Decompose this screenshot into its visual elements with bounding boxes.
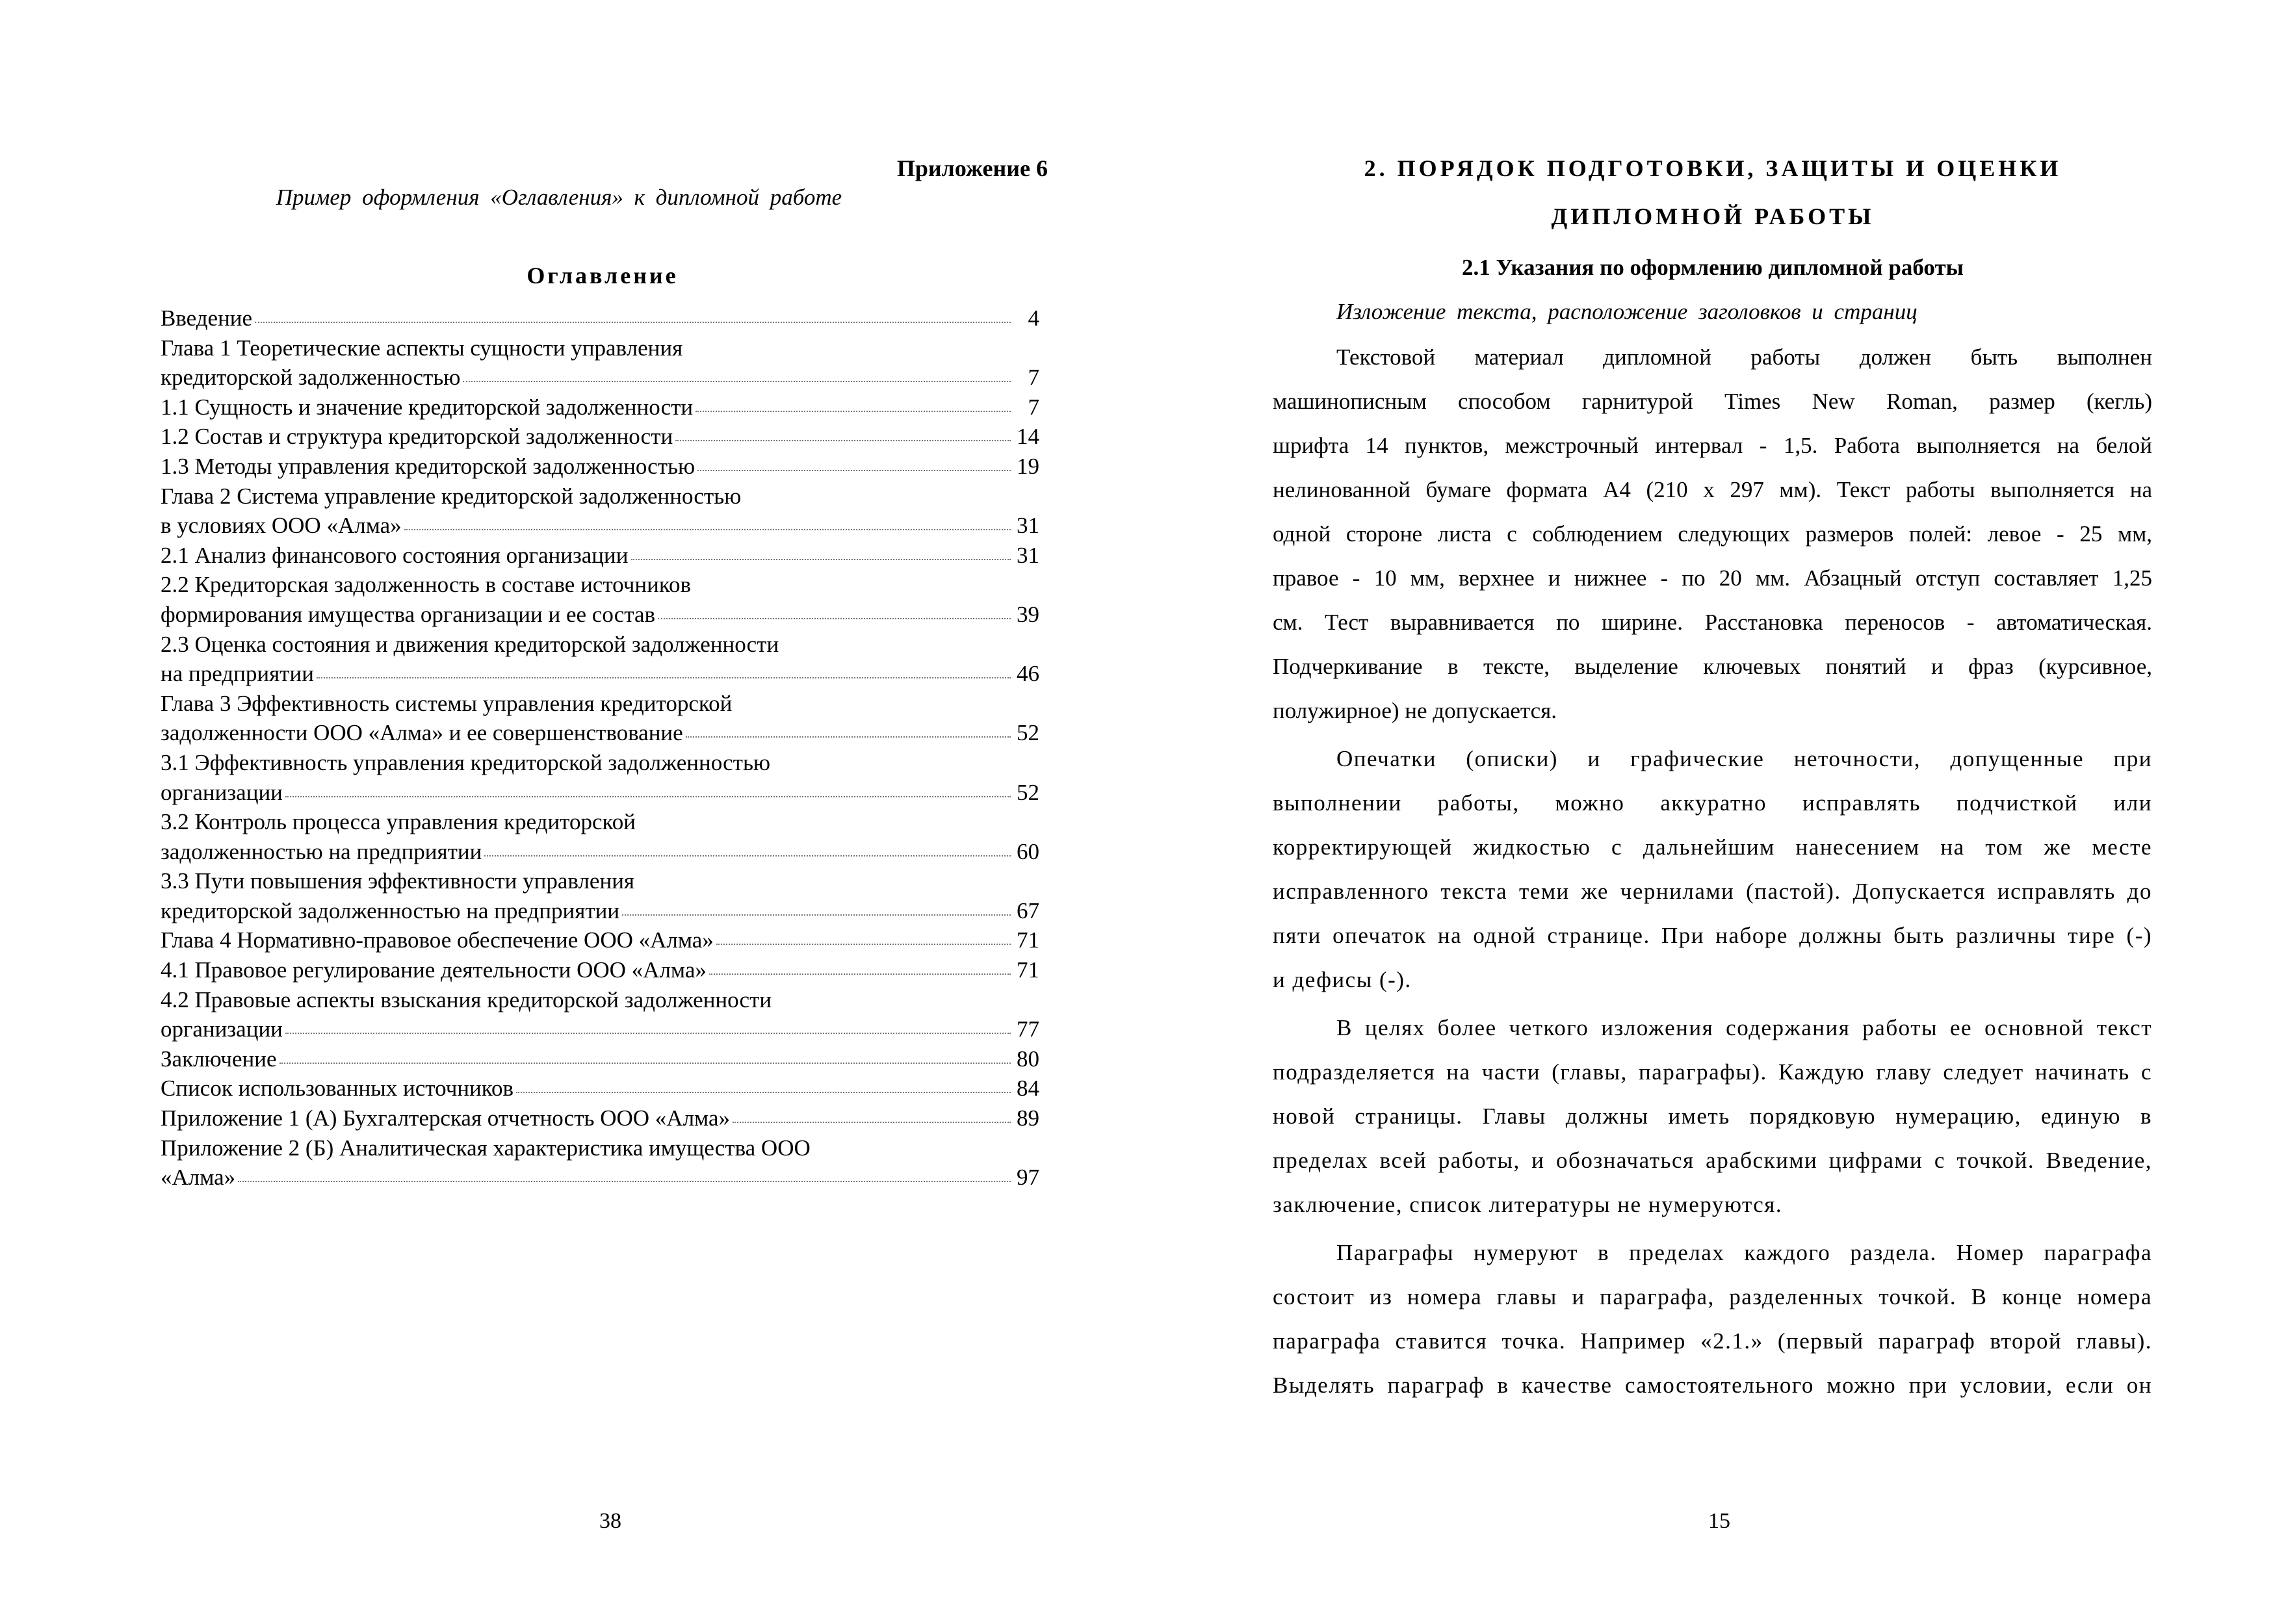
toc-page-number: 71 <box>1017 957 1039 983</box>
toc-entry <box>161 925 1039 955</box>
toc-entry <box>161 570 1039 629</box>
text-line: заключение, список литературы не нумеруются. <box>1273 1192 1783 1217</box>
text-line: подразделяется на части (главы, параграфы). Каждую главу следует начинать с <box>1273 1059 2152 1085</box>
toc-entry-text: Глава 1 Теоретические аспекты сущности управления <box>161 335 683 361</box>
dot-leader <box>716 944 1011 945</box>
text-line: одной стороне листа с соблюдением следующих размеров полей: левое - 25 мм, <box>1273 521 2152 547</box>
right-page <box>1144 0 2288 1624</box>
text-line: и дефисы (-). <box>1273 967 1412 992</box>
toc-page-number: 19 <box>1017 453 1039 479</box>
section-title: 2.1 Указания по оформлению дипломной работы <box>1462 255 1964 280</box>
toc-entry-line <box>161 482 1039 511</box>
toc-entry <box>161 422 1039 452</box>
dot-leader <box>484 855 1011 857</box>
toc-entry-text: Глава 4 Нормативно-правовое обеспечение ООО «Алма» <box>161 927 714 953</box>
dot-leader <box>280 1063 1011 1064</box>
toc-entry <box>161 748 1039 807</box>
text-line: Параграфы нумеруют в пределах каждого раздела. Номер параграфа <box>1336 1240 2152 1265</box>
toc-entry-text: Заключение <box>161 1046 277 1072</box>
toc-page-number: 39 <box>1017 601 1039 627</box>
text-line: шрифта 14 пунктов, межстрочный интервал - 1,5. Работа выполняется на белой <box>1273 433 2152 458</box>
toc-page-number: 60 <box>1017 838 1039 864</box>
toc-page-number: 7 <box>1028 365 1039 391</box>
dot-leader <box>709 973 1011 975</box>
text-line: выполнении работы, можно аккуратно исправлять подчисткой или <box>1273 790 2152 816</box>
text-line: Опечатки (описки) и графические неточности, допущенные при <box>1336 746 2152 771</box>
toc-entry-text: задолженности ООО «Алма» и ее совершенствование <box>161 720 683 746</box>
toc-title: Оглавление <box>526 263 679 289</box>
toc-entry <box>161 1074 1039 1103</box>
toc-entry-line <box>161 1163 1039 1192</box>
toc-page-number: 46 <box>1017 661 1039 687</box>
dot-leader <box>675 440 1011 441</box>
dot-leader <box>404 529 1011 530</box>
toc-entry-line <box>161 1014 1039 1044</box>
dot-leader <box>285 1033 1011 1034</box>
dot-leader <box>696 411 1011 412</box>
toc-entry-text: 2.2 Кредиторская задолженность в составе источников <box>161 572 692 598</box>
dot-leader <box>622 914 1011 916</box>
toc-entry-text: 3.2 Контроль процесса управления кредиторской <box>161 809 636 835</box>
dot-leader <box>255 322 1011 323</box>
toc-entry-text: задолженностью на предприятии <box>161 838 482 864</box>
toc-entry-line <box>161 630 1039 660</box>
toc-entry-text: Глава 2 Система управление кредиторской задолженностью <box>161 483 742 509</box>
text-line: пяти опечаток на одной странице. При наборе должны быть различны тире (-) <box>1273 923 2152 948</box>
toc-entry-text: 1.3 Методы управления кредиторской задолженностью <box>161 453 696 479</box>
toc-entry-text: кредиторской задолженностью <box>161 365 461 391</box>
toc-entry <box>161 1133 1039 1192</box>
toc-page-number: 14 <box>1017 424 1039 450</box>
toc-entry-line <box>161 393 1039 422</box>
paragraph <box>1273 335 2152 733</box>
text-line: Текстовой материал дипломной работы должен быть выполнен <box>1336 344 2152 370</box>
toc-entry-line <box>161 807 1039 837</box>
dot-leader <box>463 381 1011 382</box>
toc-entry <box>161 630 1039 689</box>
appendix-subtitle: Пример оформления «Оглавления» к дипломной работе <box>276 185 842 210</box>
toc-page-number: 97 <box>1017 1165 1039 1191</box>
toc-entry-line <box>161 837 1039 867</box>
toc-entry-text: 4.1 Правовое регулирование деятельности ООО «Алма» <box>161 957 707 983</box>
text-line: В целях более четкого изложения содержания работы ее основной текст <box>1336 1015 2152 1040</box>
toc-entry <box>161 482 1039 541</box>
toc-entry-line <box>161 659 1039 689</box>
dot-leader <box>631 559 1011 560</box>
toc-entry-line <box>161 1133 1039 1163</box>
text-line: состоит из номера главы и параграфа, разделенных точкой. В конце номера <box>1273 1284 2152 1309</box>
toc-entry <box>161 985 1039 1044</box>
toc-entry <box>161 866 1039 925</box>
dot-leader <box>658 618 1011 619</box>
dot-leader <box>697 470 1011 471</box>
toc-entry-text: 3.1 Эффективность управления кредиторской задолженностью <box>161 749 771 775</box>
dot-leader <box>238 1181 1011 1182</box>
body-text <box>1273 335 2152 1411</box>
toc-entry-text: 2.3 Оценка состояния и движения кредиторской задолженности <box>161 631 779 657</box>
toc-entry-text: организации <box>161 779 283 805</box>
toc-entry-line <box>161 363 1039 393</box>
text-line: новой страницы. Главы должны иметь порядковую нумерацию, единую в <box>1273 1103 2152 1129</box>
toc-entry-line <box>161 1044 1039 1074</box>
subsection-title: Изложение текста, расположение заголовков и страниц <box>1336 299 1918 324</box>
toc-entry-line <box>161 866 1039 896</box>
toc-entry-line <box>161 511 1039 541</box>
toc-entry-text: 2.1 Анализ финансового состояния организации <box>161 542 629 568</box>
toc-entry-line <box>161 570 1039 600</box>
toc-entry-text: «Алма» <box>161 1165 236 1191</box>
toc-entry <box>161 689 1039 748</box>
page-number: 15 <box>1708 1509 1730 1533</box>
toc-page-number: 67 <box>1017 897 1039 923</box>
toc-page-number: 89 <box>1017 1105 1039 1131</box>
page-number: 38 <box>599 1509 621 1533</box>
text-line: параграфа ставится точка. Например «2.1.» (первый параграф второй главы). <box>1273 1328 2152 1354</box>
toc-entry-text: Приложение 2 (Б) Аналитическая характеристика имущества ООО <box>161 1135 811 1161</box>
dot-leader <box>516 1092 1011 1093</box>
paragraph <box>1273 1231 2152 1408</box>
paragraph <box>1273 737 2152 1002</box>
text-line: правое - 10 мм, верхнее и нижнее - по 20 мм. Абзацный отступ составляет 1,25 <box>1273 565 2152 591</box>
toc-entry-text: на предприятии <box>161 661 314 687</box>
toc-entry-line <box>161 422 1039 452</box>
text-line: исправленного текста теми же чернилами (пастой). Допускается исправлять до <box>1273 879 2152 904</box>
text-line: см. Тест выравнивается по ширине. Расстановка переносов - автоматическая. <box>1273 610 2152 635</box>
text-line: полужирное) не допускается. <box>1273 698 1557 723</box>
toc-page-number: 52 <box>1017 779 1039 805</box>
toc-entry-text: Приложение 1 (А) Бухгалтерская отчетность ООО «Алма» <box>161 1105 730 1131</box>
toc-entry-line <box>161 452 1039 482</box>
toc-entry-text: 3.3 Пути повышения эффективности управления <box>161 868 635 894</box>
toc-entry <box>161 393 1039 422</box>
toc-page-number: 84 <box>1017 1076 1039 1102</box>
toc-entry-text: 1.1 Сущность и значение кредиторской задолженности <box>161 394 694 420</box>
chapter-heading-line-1: 2. ПОРЯДОК ПОДГОТОВКИ, ЗАЩИТЫ И ОЦЕНКИ <box>1364 155 2062 181</box>
toc-page-number: 80 <box>1017 1046 1039 1072</box>
text-line: корректирующей жидкостью с дальнейшим нанесением на том же месте <box>1273 834 2152 860</box>
toc-page-number: 4 <box>1028 305 1039 331</box>
toc-entry-text: кредиторской задолженностью на предприятии <box>161 897 620 923</box>
text-line: пределах всей работы, и обозначаться арабскими цифрами с точкой. Введение, <box>1273 1148 2152 1173</box>
toc-entry-text: организации <box>161 1016 283 1042</box>
toc-entry <box>161 1103 1039 1133</box>
toc-page-number: 7 <box>1028 394 1039 420</box>
toc-page-number: 52 <box>1017 720 1039 746</box>
toc-entry <box>161 452 1039 482</box>
toc-entry-text: Глава 3 Эффективность системы управления кредиторской <box>161 690 733 716</box>
toc-entry-line <box>161 896 1039 926</box>
toc-entry <box>161 807 1039 866</box>
dot-leader <box>285 796 1011 797</box>
toc-page-number: 31 <box>1017 513 1039 539</box>
paragraph <box>1273 1006 2152 1227</box>
toc-entry-text: Список использованных источников <box>161 1076 514 1102</box>
toc-entry-line <box>161 985 1039 1015</box>
text-line: машинописным способом гарнитурой Times New Roman, размер (кегль) <box>1273 389 2152 414</box>
dot-leader <box>733 1122 1011 1123</box>
toc-entry-line <box>161 1074 1039 1103</box>
toc-entry-text: 4.2 Правовые аспекты взыскания кредиторской задолженности <box>161 986 772 1012</box>
toc-entry-text: 1.2 Состав и структура кредиторской задолженности <box>161 424 673 450</box>
text-line: Подчеркивание в тексте, выделение ключевых понятий и фраз (курсивное, <box>1273 654 2152 679</box>
toc-entry-text: формирования имущества организации и ее состав <box>161 601 656 627</box>
toc-entry-line <box>161 600 1039 630</box>
toc-entry-line <box>161 333 1039 363</box>
toc-entry-text: в условиях ООО «Алма» <box>161 513 402 539</box>
toc-entry <box>161 541 1039 571</box>
toc-entry-line <box>161 689 1039 719</box>
toc-entry-line <box>161 778 1039 808</box>
toc-entry-line <box>161 541 1039 571</box>
toc-page-number: 31 <box>1017 542 1039 568</box>
toc-entry <box>161 303 1039 333</box>
toc-entry <box>161 1044 1039 1074</box>
toc-entry-line <box>161 1103 1039 1133</box>
toc-page-number: 71 <box>1017 927 1039 953</box>
dot-leader <box>317 677 1011 678</box>
chapter-heading-line-2: ДИПЛОМНОЙ РАБОТЫ <box>1551 203 1875 229</box>
toc-entry-line <box>161 718 1039 748</box>
toc-entry <box>161 333 1039 393</box>
toc-entry <box>161 955 1039 985</box>
text-line: нелинованной бумаге формата А4 (210 х 297 мм). Текст работы выполняется на <box>1273 477 2152 502</box>
text-line: Выделять параграф в качестве самостоятельного можно при условии, если он <box>1273 1373 2152 1398</box>
table-of-contents <box>161 303 1039 1192</box>
toc-entry-line <box>161 303 1039 333</box>
toc-entry-text: Введение <box>161 305 253 331</box>
toc-entry-line <box>161 925 1039 955</box>
appendix-label: Приложение 6 <box>896 155 1048 181</box>
toc-entry-line <box>161 748 1039 778</box>
dot-leader <box>686 736 1011 738</box>
toc-entry-line <box>161 955 1039 985</box>
toc-page-number: 77 <box>1017 1016 1039 1042</box>
